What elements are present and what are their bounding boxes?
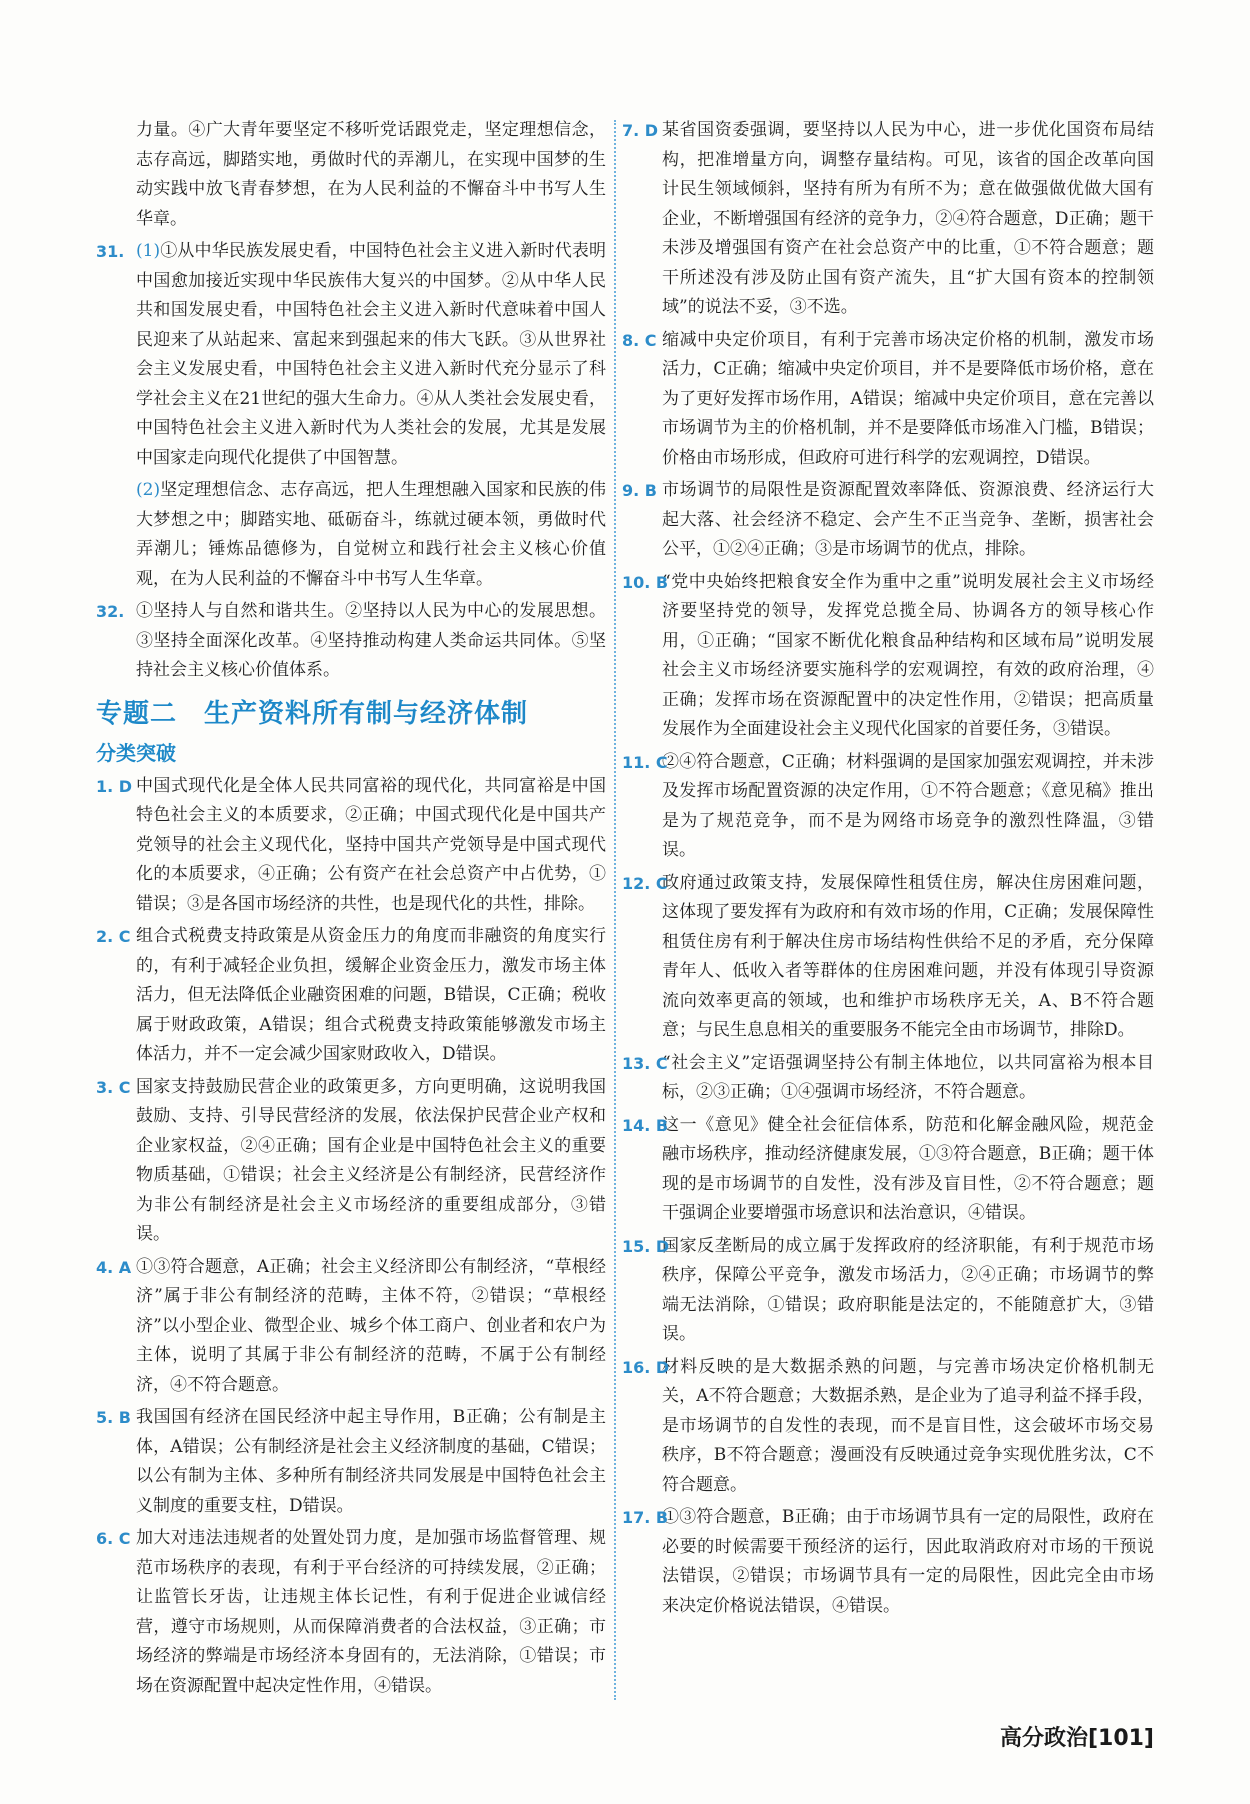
answer-item: [622, 476, 1154, 565]
answer-text: ①③符合题意，B正确；由于市场调节具有一定的局限性，政府在必要的时候需要干预经济的运行，因此取消政府对市场的干预说法错误，②错误；市场调节具有一定的局限性，因此完全由市场来决定价格说法错误，④错误。: [662, 1507, 1154, 1616]
answer-text: 缩减中央定价项目，有利于完善市场决定价格的机制，激发市场活力，C正确；缩减中央定价项目，并不是要降低市场价格，意在为了更好发挥市场作用，A错误；缩减中央定价项目，意在完善以市场调节为主的价格机制，并不是要降低市场准入门槛，B错误；价格由市场形成，但政府可进行科学的宏观调控，D错误。: [662, 329, 1154, 468]
answer-32: [96, 597, 606, 686]
intro-text: 力量。④广大青年要坚定不移听党话跟党走，坚定理想信念，志存高远，脚踏实地，勇做时代的弄潮儿，在实现中国梦的生动实践中放飞青春梦想，在为人民利益的不懈奋斗中书写人生华章。: [136, 120, 606, 229]
answer-text: ①③符合题意，A正确；社会主义经济即公有制经济，“草根经济”属于非公有制经济的范畴，主体不符，②错误；“草根经济”以小型企业、微型企业、城乡个体工商户、创业者和农户为主体，说明了其属于非公有制经济的范畴，不属于公有制经济，④不符合题意。: [136, 1256, 606, 1395]
answer-item: [622, 1049, 1154, 1108]
section-title: 专题二 生产资料所有制与经济体制: [96, 698, 529, 729]
answer-number: 6. C: [96, 1529, 131, 1548]
intro-paragraph: [96, 116, 606, 234]
sub-number: (1): [136, 241, 161, 261]
answer-number: 11. C: [622, 752, 668, 772]
answer-number: 3. C: [96, 1077, 131, 1097]
answer-item: [96, 1403, 606, 1521]
answer-text: 国家支持鼓励民营企业的政策更多，方向更明确，这说明我国鼓励、支持、引导民营经济的发展，依法保护民营企业产权和企业家权益，②④正确；国有企业是中国特色社会主义的重要物质基础，①错误；社会主义经济是公有制经济，民营经济作为非公有制经济是社会主义市场经济的重要组成部分，③错误。: [136, 1076, 606, 1244]
page-number: [101]: [1087, 1726, 1154, 1751]
answer-text: 加大对违法违规者的处置处罚力度，是加强市场监督管理、规范市场秩序的表现，有利于平台经济的可持续发展，②正确；让监管长牙齿，让违规主体长记性，有利于促进企业诚信经营，遵守市场规则，从而保障消费者的合法权益，③正确；市场经济的弊端是市场经济本身固有的，无法消除，①错误；市场在资源配置中起决定性作用，④错误。: [136, 1528, 606, 1696]
answer-number: 32.: [96, 602, 125, 621]
answer-number: 12. C: [622, 873, 668, 893]
right-column: [622, 116, 1154, 1624]
answer-item: [622, 1232, 1154, 1350]
answer-number: 5. B: [96, 1408, 131, 1427]
answer-text: 组合式税费支持政策是从资金压力的角度而非融资的角度实行的，有利于减轻企业负担，缓解企业资金压力，激发市场主体活力，但无法降低企业融资困难的问题，B错误，C正确；税收属于财政政策，A错误；组合式税费支持政策能够激发市场主体活力，并不一定会减少国家财政收入，D错误。: [136, 926, 606, 1064]
answer-number: 7. D: [622, 121, 659, 140]
subsection-title: 分类突破: [96, 740, 176, 765]
answer-text: 政府通过政策支持，发展保障性租赁住房，解决住房困难问题，这体现了要发挥有为政府和有效市场的作用，C正确；发展保障性租赁住房有利于解决住房市场结构性供给不足的矛盾，充分保障青年人、低收入者等群体的住房困难问题，并没有体现引导资源流向效率更高的领域，也和维护市场秩序无关，A、B不符合题意；与民生息息相关的重要服务不能完全由市场调节，排除D。: [662, 872, 1154, 1040]
answer-31-part2: [96, 476, 606, 594]
answer-text: ②④符合题意，C正确；材料强调的是国家加强宏观调控，并未涉及发挥市场配置资源的决定作用，①不符合题意；《意见稿》推出是为了规范竞争，而不是为网络市场竞争的激烈性降温，③错误。: [662, 751, 1154, 860]
answer-text: 国家反垄断局的成立属于发挥政府的经济职能，有利于规范市场秩序，保障公平竞争，激发市场活力，②④正确；市场调节的弊端无法消除，①错误；政府职能是法定的，不能随意扩大，③错误。: [662, 1235, 1154, 1344]
answer-item: [96, 1253, 606, 1401]
answer-text: ①从中华民族发展史看，中国特色社会主义进入新时代表明中国愈加接近实现中华民族伟大复兴的中国梦。②从中华人民共和国发展史看，中国特色社会主义进入新时代意味着中国人民迎来了从站起来、富起来到强起来的伟大飞跃。③从世界社会主义发展史看，中国特色社会主义进入新时代充分显示了科学社会主义在21世纪的强大生命力。④从人类社会发展史看，中国特色社会主义进入新时代为人类社会的发展，尤其是发展中国家走向现代化提供了中国智慧。: [136, 241, 606, 468]
answer-text: 市场调节的局限性是资源配置效率降低、资源浪费、经济运行大起大落、社会经济不稳定、会产生不正当竞争、垄断，损害社会公平，①②④正确；③是市场调节的优点，排除。: [662, 480, 1154, 559]
book-title: 高分政治: [999, 1726, 1088, 1751]
answer-item: [622, 869, 1154, 1046]
answer-item: [622, 568, 1154, 745]
answer-number: 4. A: [96, 1257, 132, 1277]
answer-text: “社会主义”定语强调坚持公有制主体地位，以共同富裕为根本目标，②③正确；①④强调市场经济，不符合题意。: [662, 1052, 1154, 1102]
answer-item: [622, 1503, 1154, 1621]
answer-text: “党中央始终把粮食安全作为重中之重”说明发展社会主义市场经济要坚持党的领导，发挥党总揽全局、协调各方的领导核心作用，①正确；“国家不断优化粮食品种结构和区域布局”说明发展社会主义市场经济要实施科学的宏观调控，有效的政府治理，④正确；发挥市场在资源配置中的决定性作用，②错误；把高质量发展作为全面建设社会主义现代化国家的首要任务，③错误。: [662, 571, 1154, 739]
answer-text: 坚定理想信念、志存高远，把人生理想融入国家和民族的伟大梦想之中；脚踏实地、砥砺奋斗，练就过硬本领，勇做时代弄潮儿；锤炼品德修为，自觉树立和践行社会主义核心价值观，在为人民利益的不懈奋斗中书写人生华章。: [136, 480, 606, 589]
answer-item: [622, 326, 1154, 474]
answer-number: 15. D: [622, 1236, 670, 1256]
answer-item: [622, 1111, 1154, 1229]
answer-item: [96, 1524, 606, 1701]
answer-item: [622, 116, 1154, 323]
answer-number: 9. B: [622, 481, 657, 500]
right-answer-list: [622, 116, 1154, 1621]
answer-number: 31.: [96, 242, 125, 261]
answer-text: ①坚持人与自然和谐共生。②坚持以人民为中心的发展思想。③坚持全面深化改革。④坚持推动构建人类命运共同体。⑤坚持社会主义核心价值体系。: [136, 601, 606, 680]
answer-number: 10. B: [622, 572, 669, 592]
answer-number: 1. D: [96, 776, 133, 796]
page-footer: [1000, 1721, 1154, 1752]
answer-number: 8. C: [622, 330, 657, 350]
left-answer-list: [96, 772, 606, 1702]
answer-text: 这一《意见》健全社会征信体系，防范和化解金融风险，规范金融市场秩序，推动经济健康发展，①③符合题意，B正确；题干体现的是市场调节的自发性，没有涉及盲目性，②不符合题意；题干强调企业要增强市场意识和法治意识，④错误。: [662, 1114, 1154, 1223]
answer-31: [96, 237, 606, 473]
sub-number: (2): [136, 480, 161, 500]
answer-item: [96, 922, 606, 1070]
answer-number: 17. B: [622, 1508, 669, 1527]
answer-number: 13. C: [622, 1053, 668, 1073]
answer-number: 14. B: [622, 1115, 669, 1135]
left-column: [96, 116, 606, 1704]
answer-item: [96, 772, 606, 920]
answer-item: [622, 748, 1154, 866]
answer-text: 我国国有经济在国民经济中起主导作用，B正确；公有制是主体，A错误；公有制经济是社会主义经济制度的基础，C错误；以公有制为主体、多种所有制经济共同发展是中国特色社会主义制度的重要支柱，D错误。: [136, 1407, 606, 1516]
answer-text: 中国式现代化是全体人民共同富裕的现代化，共同富裕是中国特色社会主义的本质要求，②正确；中国式现代化是中国共产党领导的社会主义现代化，坚持中国共产党领导是中国式现代化的本质要求，④正确；公有资产在社会总资产中占优势，①错误；③是各国市场经济的共性，也是现代化的共性，排除。: [136, 775, 606, 914]
answer-number: 16. D: [622, 1357, 670, 1377]
answer-item: [622, 1353, 1154, 1501]
answer-number: 2. C: [96, 927, 131, 946]
answer-item: [96, 1073, 606, 1250]
answer-text: 某省国资委强调，要坚持以人民为中心，进一步优化国资布局结构，把准增量方向，调整存量结构。可见，该省的国企改革向国计民生领域倾斜，坚持有所为有所不为；意在做强做优做大国有企业，不断增强国有经济的竞争力，②④符合题意，D正确；题干未涉及增强国有资产在社会总资产中的比重，①不符合题意；题干所述没有涉及防止国有资产流失，且“扩大国有资本的控制领域”的说法不妥，③不选。: [662, 120, 1154, 317]
column-divider: [614, 120, 616, 1700]
answer-text: 材料反映的是大数据杀熟的问题，与完善市场决定价格机制无关，A不符合题意；大数据杀熟，是企业为了追寻利益不择手段，是市场调节的自发性的表现，而不是盲目性，这会破坏市场交易秩序，B不符合题意；漫画没有反映通过竞争实现优胜劣汰，C不符合题意。: [662, 1356, 1154, 1495]
